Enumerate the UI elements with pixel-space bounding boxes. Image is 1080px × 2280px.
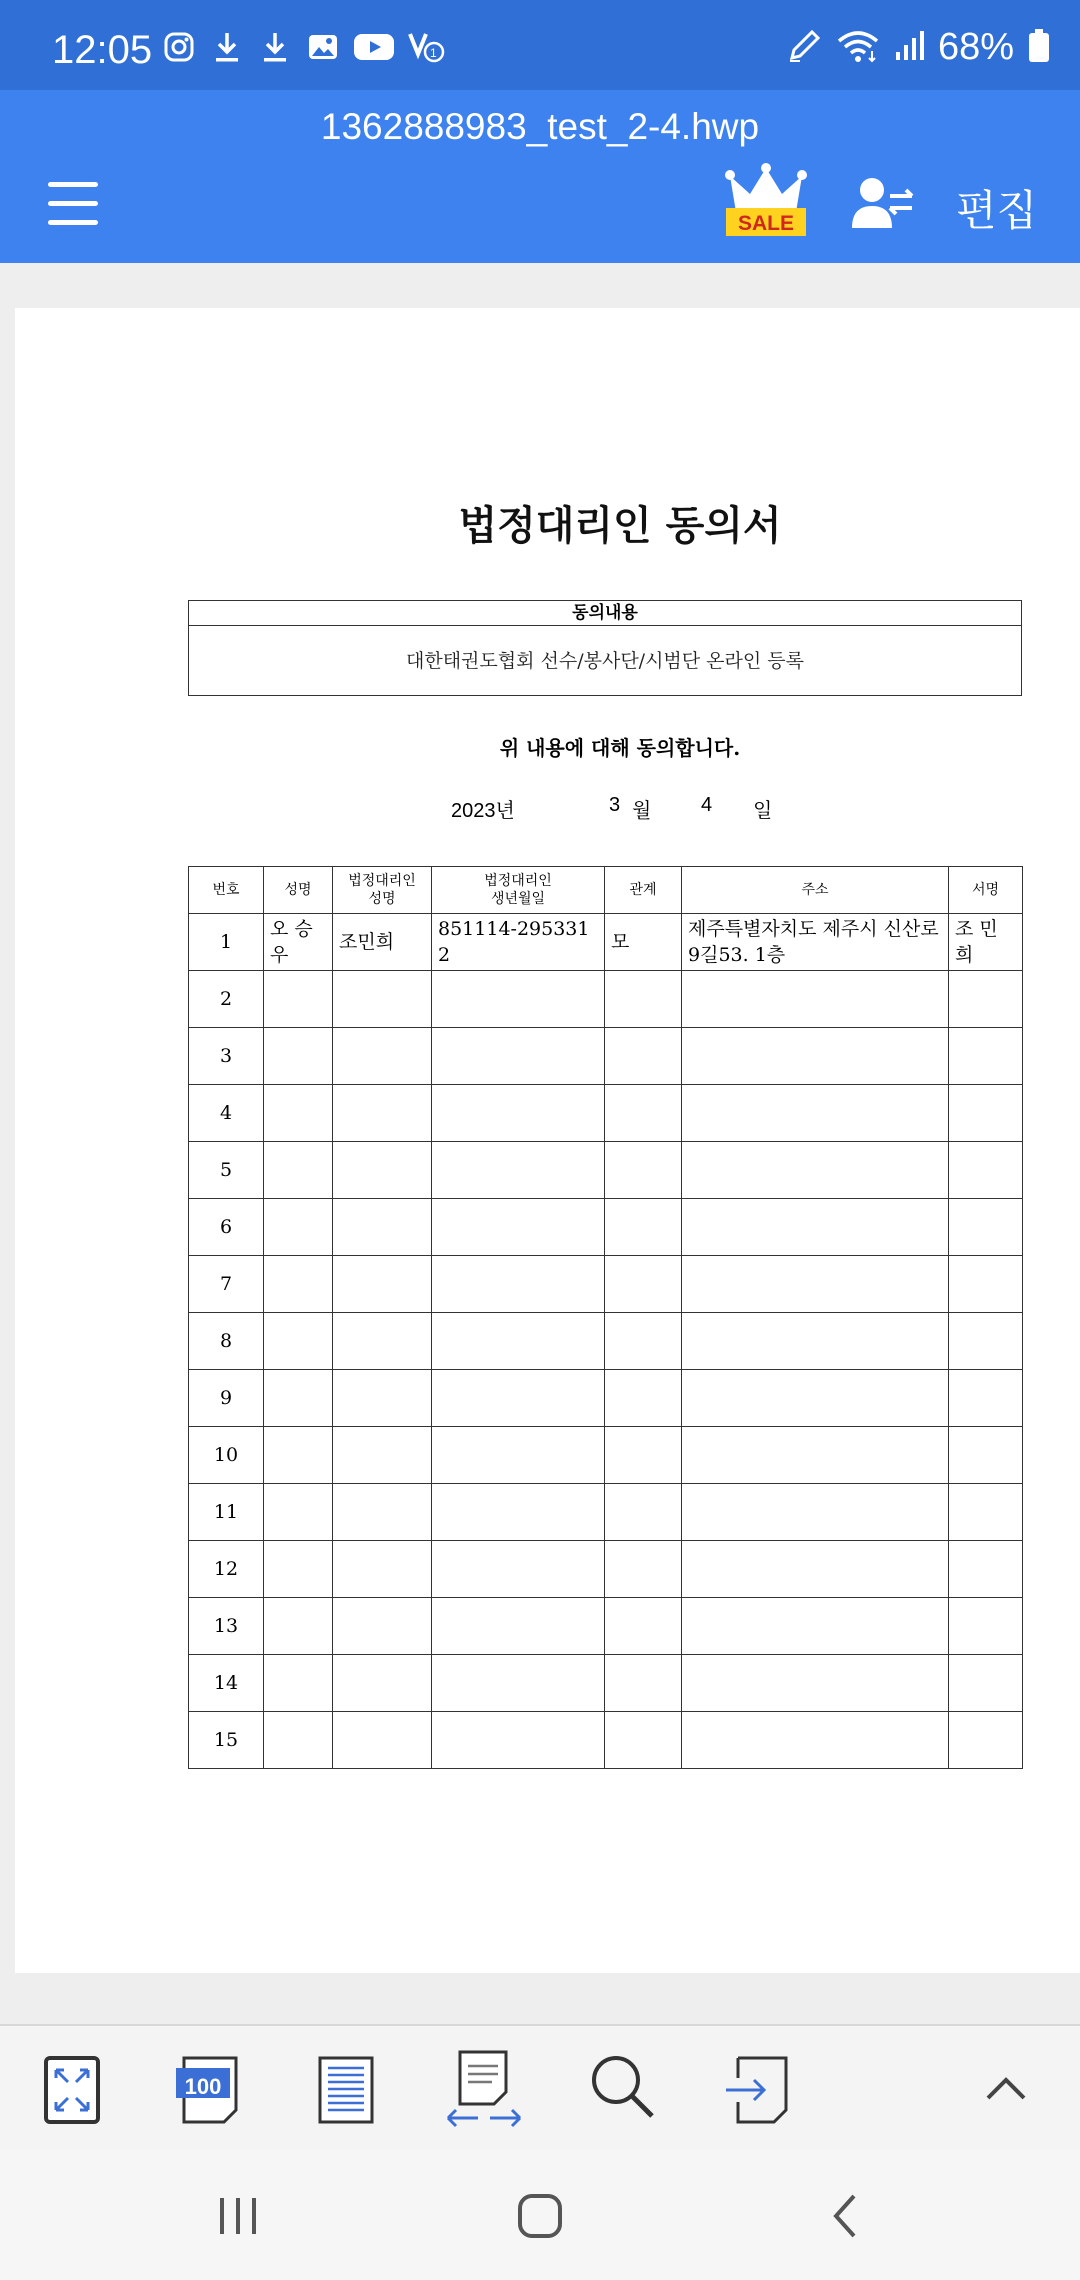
menu-icon <box>48 182 98 187</box>
cell-no: 13 <box>189 1598 264 1655</box>
cell-no: 14 <box>189 1655 264 1712</box>
cell-address <box>682 1199 949 1256</box>
cell-name: 오 승 우 <box>264 914 333 971</box>
cell-rep-birth <box>432 1028 605 1085</box>
cell-relation <box>605 1541 682 1598</box>
cell-rep-name <box>333 1598 432 1655</box>
date-month-unit: 월 <box>632 800 652 822</box>
cell-rep-name <box>333 971 432 1028</box>
cell-name <box>264 1256 333 1313</box>
cell-relation <box>605 1484 682 1541</box>
consent-header: 동의내용 <box>189 601 1021 626</box>
wifi-icon <box>836 29 880 67</box>
cell-no: 6 <box>189 1199 264 1256</box>
cell-sign <box>949 1370 1023 1427</box>
cell-name <box>264 1028 333 1085</box>
app-bar <box>0 90 1080 263</box>
table-row <box>189 1541 1023 1598</box>
cell-rep-birth <box>432 1370 605 1427</box>
col-header-relation: 관계 <box>605 867 682 914</box>
battery-percent: 68% <box>937 26 1014 68</box>
gallery-icon <box>306 30 340 64</box>
cell-rep-birth <box>432 971 605 1028</box>
status-time: 12:05 <box>52 28 153 72</box>
pen-icon <box>786 28 822 68</box>
account-switch-button[interactable] <box>852 176 914 232</box>
cell-rep-name <box>333 1370 432 1427</box>
cell-name <box>264 1541 333 1598</box>
cell-rep-birth <box>432 1199 605 1256</box>
cell-sign <box>949 1427 1023 1484</box>
signal-icon <box>894 30 924 66</box>
cell-address: 제주특별자치도 제주시 신산로9길53. 1층 <box>682 914 949 971</box>
cell-rep-name <box>333 1313 432 1370</box>
go-to-page-icon <box>720 2048 800 2128</box>
cell-address <box>682 1541 949 1598</box>
date-day-unit: 일 <box>753 800 773 822</box>
cell-relation <box>605 1256 682 1313</box>
cell-sign <box>949 971 1023 1028</box>
back-button[interactable] <box>816 2188 876 2244</box>
cell-rep-birth <box>432 1712 605 1769</box>
cell-no: 9 <box>189 1370 264 1427</box>
cell-no: 4 <box>189 1085 264 1142</box>
recent-apps-button[interactable] <box>208 2188 268 2244</box>
agree-statement: 위 내용에 대해 동의합니다. <box>499 736 741 760</box>
cell-rep-name <box>333 1655 432 1712</box>
cell-relation <box>605 971 682 1028</box>
collapse-up-icon <box>966 2048 1046 2128</box>
cell-sign <box>949 1655 1023 1712</box>
cell-relation <box>605 1199 682 1256</box>
table-row <box>189 1256 1023 1313</box>
sale-crown-button[interactable] <box>724 162 808 242</box>
search-icon <box>582 2048 662 2128</box>
instagram-icon <box>162 30 196 64</box>
cell-rep-name <box>333 1712 432 1769</box>
table-row <box>189 1313 1023 1370</box>
cell-sign <box>949 1598 1023 1655</box>
cell-relation <box>605 1655 682 1712</box>
table-row <box>189 1427 1023 1484</box>
cell-no: 7 <box>189 1256 264 1313</box>
cell-rep-birth <box>432 1313 605 1370</box>
cell-no: 5 <box>189 1142 264 1199</box>
cell-name <box>264 1598 333 1655</box>
cell-rep-name <box>333 1199 432 1256</box>
cell-name <box>264 1142 333 1199</box>
cell-sign <box>949 1199 1023 1256</box>
cell-address <box>682 1427 949 1484</box>
cell-rep-name: 조민희 <box>333 914 432 971</box>
table-row <box>189 1484 1023 1541</box>
cell-rep-name <box>333 1142 432 1199</box>
page-view-icon <box>306 2048 386 2128</box>
col-header-name: 성명 <box>264 867 333 914</box>
cell-rep-birth <box>432 1655 605 1712</box>
cell-address <box>682 1655 949 1712</box>
cell-relation <box>605 1712 682 1769</box>
consent-box <box>188 600 1022 696</box>
sale-label: SALE <box>737 212 794 235</box>
download-icon <box>258 30 292 64</box>
back-icon <box>816 2188 876 2244</box>
col-header-address: 주소 <box>682 867 949 914</box>
cell-name <box>264 971 333 1028</box>
cell-no: 8 <box>189 1313 264 1370</box>
bottom-toolbar <box>0 2024 1080 2154</box>
cell-address <box>682 1256 949 1313</box>
cell-sign: 조 민 희 <box>949 914 1023 971</box>
zoom-100-label: 100 <box>184 2074 222 2099</box>
table-row <box>189 1370 1023 1427</box>
cell-rep-name <box>333 1085 432 1142</box>
cell-no: 11 <box>189 1484 264 1541</box>
date-year: 2023년 <box>451 800 515 822</box>
cell-no: 15 <box>189 1712 264 1769</box>
cell-address <box>682 971 949 1028</box>
cell-relation <box>605 1313 682 1370</box>
cell-rep-name <box>333 1427 432 1484</box>
cell-sign <box>949 1085 1023 1142</box>
document-title: 1362888983_test_2-4.hwp <box>320 106 760 147</box>
status-system-icons <box>786 26 1050 69</box>
recent-apps-icon <box>208 2188 268 2244</box>
cell-sign <box>949 1256 1023 1313</box>
table-row <box>189 914 1023 971</box>
reflow-view-button[interactable] <box>444 2048 524 2128</box>
cell-address <box>682 1712 949 1769</box>
cell-no: 12 <box>189 1541 264 1598</box>
table-row <box>189 1028 1023 1085</box>
reflow-view-icon <box>444 2048 524 2128</box>
cell-relation <box>605 1370 682 1427</box>
table-row <box>189 971 1023 1028</box>
table-row <box>189 1085 1023 1142</box>
cell-rep-name <box>333 1484 432 1541</box>
table-row <box>189 1142 1023 1199</box>
col-header-no: 번호 <box>189 867 264 914</box>
cell-address <box>682 1028 949 1085</box>
cell-name <box>264 1712 333 1769</box>
cell-no: 2 <box>189 971 264 1028</box>
cell-sign <box>949 1142 1023 1199</box>
cell-address <box>682 1370 949 1427</box>
edit-button[interactable]: 편집 <box>956 186 1038 235</box>
cell-rep-birth <box>432 1142 605 1199</box>
table-row <box>189 1712 1023 1769</box>
cell-rep-birth <box>432 1484 605 1541</box>
document-page[interactable] <box>15 308 1080 1973</box>
cell-sign <box>949 1541 1023 1598</box>
cell-rep-birth: 851114-2953312 <box>432 914 605 971</box>
zoom-100-button[interactable] <box>170 2048 250 2128</box>
cell-name <box>264 1313 333 1370</box>
battery-icon <box>1028 29 1050 67</box>
cell-relation <box>605 1085 682 1142</box>
cell-name <box>264 1085 333 1142</box>
cell-rep-birth <box>432 1541 605 1598</box>
date-month-number: 3 <box>609 794 621 816</box>
cell-rep-birth <box>432 1598 605 1655</box>
consent-text: 대한태권도협회 선수/봉사단/시범단 온라인 등록 <box>405 650 804 672</box>
col-header-rep-birth: 법정대리인 생년월일 <box>432 867 605 914</box>
cell-address <box>682 1598 949 1655</box>
home-icon <box>510 2188 570 2244</box>
v1-alarm-icon <box>408 30 448 64</box>
fit-screen-button[interactable] <box>32 2048 112 2128</box>
cell-name <box>264 1655 333 1712</box>
cell-address <box>682 1142 949 1199</box>
menu-button[interactable] <box>48 182 98 226</box>
person-switch-icon <box>852 176 914 232</box>
cell-relation <box>605 1142 682 1199</box>
system-nav-bar <box>0 2150 1080 2280</box>
download-icon <box>210 30 244 64</box>
cell-rep-birth <box>432 1427 605 1484</box>
go-to-page-button[interactable] <box>720 2048 800 2128</box>
page-view-button[interactable] <box>306 2048 386 2128</box>
cell-rep-name <box>333 1028 432 1085</box>
cell-relation <box>605 1598 682 1655</box>
cell-address <box>682 1484 949 1541</box>
home-button[interactable] <box>510 2188 570 2244</box>
date-day-number: 4 <box>701 794 713 816</box>
table-row <box>189 1655 1023 1712</box>
document-heading: 법정대리인 동의서 <box>458 502 782 549</box>
cell-sign <box>949 1313 1023 1370</box>
table-row <box>189 1598 1023 1655</box>
cell-no: 10 <box>189 1427 264 1484</box>
fit-screen-icon <box>32 2048 112 2128</box>
svg-text:1: 1 <box>430 46 437 60</box>
cell-relation: 모 <box>605 914 682 971</box>
cell-address <box>682 1085 949 1142</box>
signer-table <box>188 866 1023 1769</box>
cell-no: 3 <box>189 1028 264 1085</box>
table-row <box>189 1199 1023 1256</box>
collapse-toolbar-button[interactable] <box>966 2048 1046 2128</box>
cell-sign <box>949 1712 1023 1769</box>
cell-rep-name <box>333 1541 432 1598</box>
cell-address <box>682 1313 949 1370</box>
cell-name <box>264 1484 333 1541</box>
col-header-rep-name: 법정대리인 성명 <box>333 867 432 914</box>
cell-relation <box>605 1028 682 1085</box>
cell-name <box>264 1427 333 1484</box>
search-button[interactable] <box>582 2048 662 2128</box>
status-notification-icons <box>162 30 448 64</box>
cell-sign <box>949 1028 1023 1085</box>
col-header-sign: 서명 <box>949 867 1023 914</box>
cell-name <box>264 1199 333 1256</box>
table-header-row <box>189 867 1023 914</box>
cell-rep-birth <box>432 1085 605 1142</box>
status-bar <box>0 0 1080 90</box>
cell-no: 1 <box>189 914 264 971</box>
cell-name <box>264 1370 333 1427</box>
youtube-icon <box>354 30 394 64</box>
cell-relation <box>605 1427 682 1484</box>
cell-sign <box>949 1484 1023 1541</box>
cell-rep-name <box>333 1256 432 1313</box>
cell-rep-birth <box>432 1256 605 1313</box>
